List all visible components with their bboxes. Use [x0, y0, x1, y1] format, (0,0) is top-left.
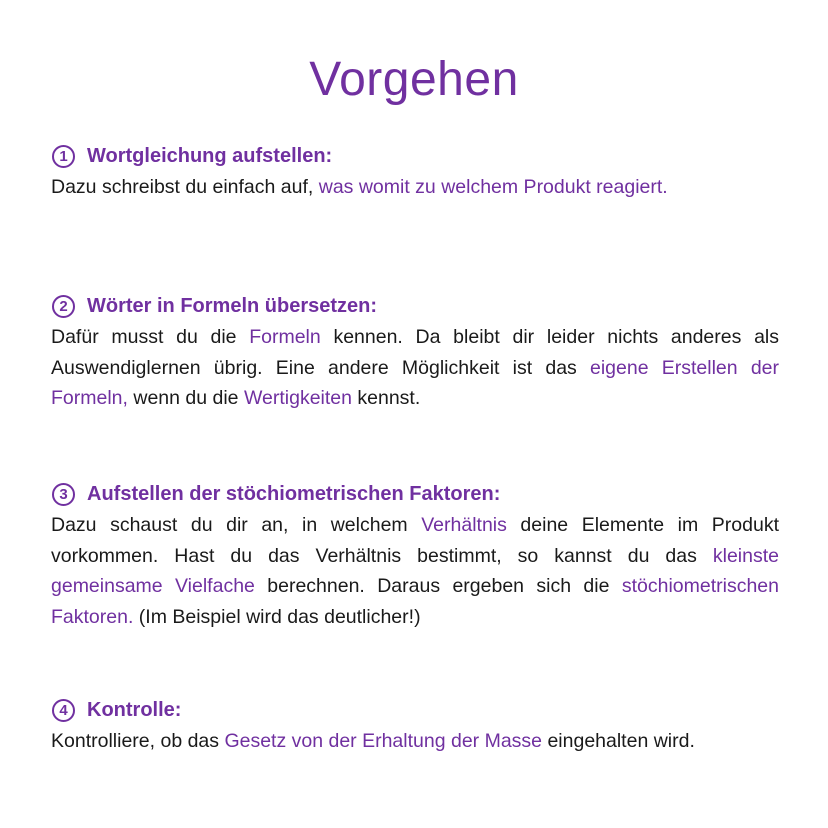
- step-text-segment: Kontrolliere, ob das: [51, 730, 225, 752]
- step-title: Kontrolle:: [87, 699, 182, 721]
- step-text-segment: kennen. Da bleibt dir leider nichts anderes als Auswendiglernen übrig. Eine andere Möglichkeit ist das: [51, 326, 779, 379]
- step-title: Aufstellen der stöchiometrischen Faktoren:: [87, 483, 501, 505]
- step-text-segment: berechnen. Daraus ergeben sich die: [254, 575, 622, 597]
- step-text-highlight: Wertigkeiten: [243, 387, 352, 409]
- step-heading: [51, 292, 779, 320]
- step-heading: [51, 696, 779, 724]
- step-number-badge: 1: [52, 145, 75, 168]
- step-body: [51, 172, 779, 203]
- step-text-segment: wenn du die: [127, 387, 244, 409]
- step-text-highlight: was womit zu welchem Produkt reagiert.: [318, 176, 668, 198]
- step-text-segment: Dazu schreibst du einfach auf,: [51, 176, 319, 198]
- page-title: Vorgehen: [309, 53, 519, 106]
- step-body: [51, 510, 779, 632]
- step-3: [51, 480, 779, 632]
- step-text-highlight: stöchiometrischen Faktoren.: [51, 575, 779, 628]
- step-text-highlight: eigene Erstellen der Formeln,: [51, 356, 780, 409]
- step-text-segment: eingehalten wird.: [542, 730, 695, 752]
- step-text-highlight: Gesetz von der Erhaltung der Masse: [224, 730, 543, 752]
- step-text-segment: deine Elemente im Produkt vorkommen. Hast du das Verhältnis bestimmt, so kannst du das: [51, 514, 779, 567]
- step-title: Wörter in Formeln übersetzen:: [87, 295, 378, 317]
- step-text-segment: (Im Beispiel wird das deutlicher!): [133, 605, 421, 628]
- step-text-highlight: Formeln: [249, 326, 321, 348]
- step-number-badge: 3: [52, 483, 75, 506]
- step-body: [51, 726, 779, 757]
- step-heading: [51, 142, 779, 170]
- step-number-badge: 2: [52, 295, 75, 318]
- step-4: [51, 696, 779, 757]
- step-number-badge: 4: [52, 699, 75, 722]
- step-text-segment: Dafür musst du die: [51, 326, 250, 348]
- step-2: [51, 292, 779, 414]
- step-heading: [51, 480, 779, 508]
- step-text-highlight: kleinste gemeinsame Vielfache: [51, 544, 779, 597]
- step-body: [51, 322, 779, 414]
- step-text-segment: kennst.: [351, 387, 421, 409]
- step-text-segment: Dazu schaust du dir an, in welchem: [51, 514, 422, 536]
- step-text-highlight: Verhältnis: [421, 514, 507, 536]
- step-1: [51, 142, 779, 203]
- step-title: Wortgleichung aufstellen:: [87, 145, 333, 167]
